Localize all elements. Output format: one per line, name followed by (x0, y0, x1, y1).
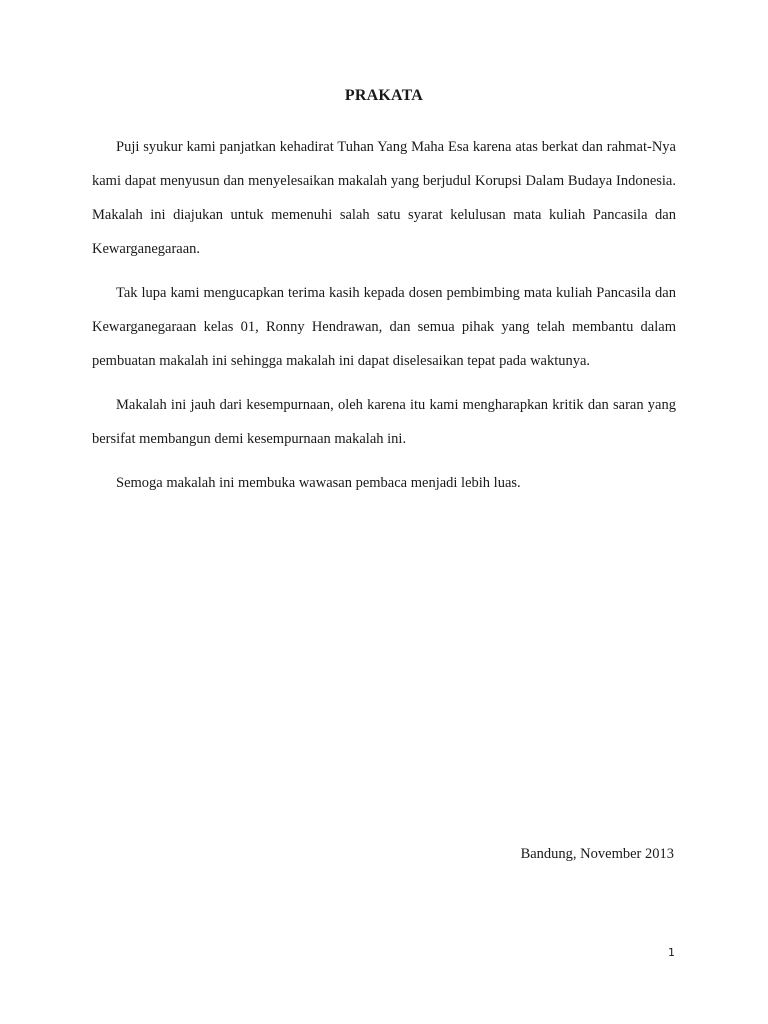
paragraph-closing: Semoga makalah ini membuka wawasan pembaca menjadi lebih luas. (116, 475, 521, 491)
page-title: PRAKATA (344, 87, 424, 104)
signoff-place-date: Bandung, November 2013 (520, 846, 674, 862)
paragraph-acknowledgement: Puji syukur kami panjatkan kehadirat Tuhan Yang Maha Esa karena atas berkat dan rahmat-Nya kami dapat menyusun dan menyelesaikan makalah yang berjudul Korupsi Dalam Budaya Indonesia. Makalah ini diajukan untuk memenuhi salah satu syarat kelulusan mata kuliah Pancasila dan Kewarganegaraan. (92, 139, 676, 257)
paragraph-imperfection: Makalah ini jauh dari kesempurnaan, oleh karena itu kami mengharapkan kritik dan saran yang bersifat membangun demi kesempurnaan makalah ini. (92, 397, 676, 447)
document-body (92, 130, 676, 510)
page-number: 1 (668, 946, 675, 959)
paragraph-thanks: Tak lupa kami mengucapkan terima kasih kepada dosen pembimbing mata kuliah Pancasila dan Kewarganegaraan kelas 01, Ronny Hendrawan, dan semua pihak yang telah membantu dalam pembuatan makalah ini sehingga makalah ini dapat diselesaikan tepat pada waktunya. (92, 285, 676, 369)
